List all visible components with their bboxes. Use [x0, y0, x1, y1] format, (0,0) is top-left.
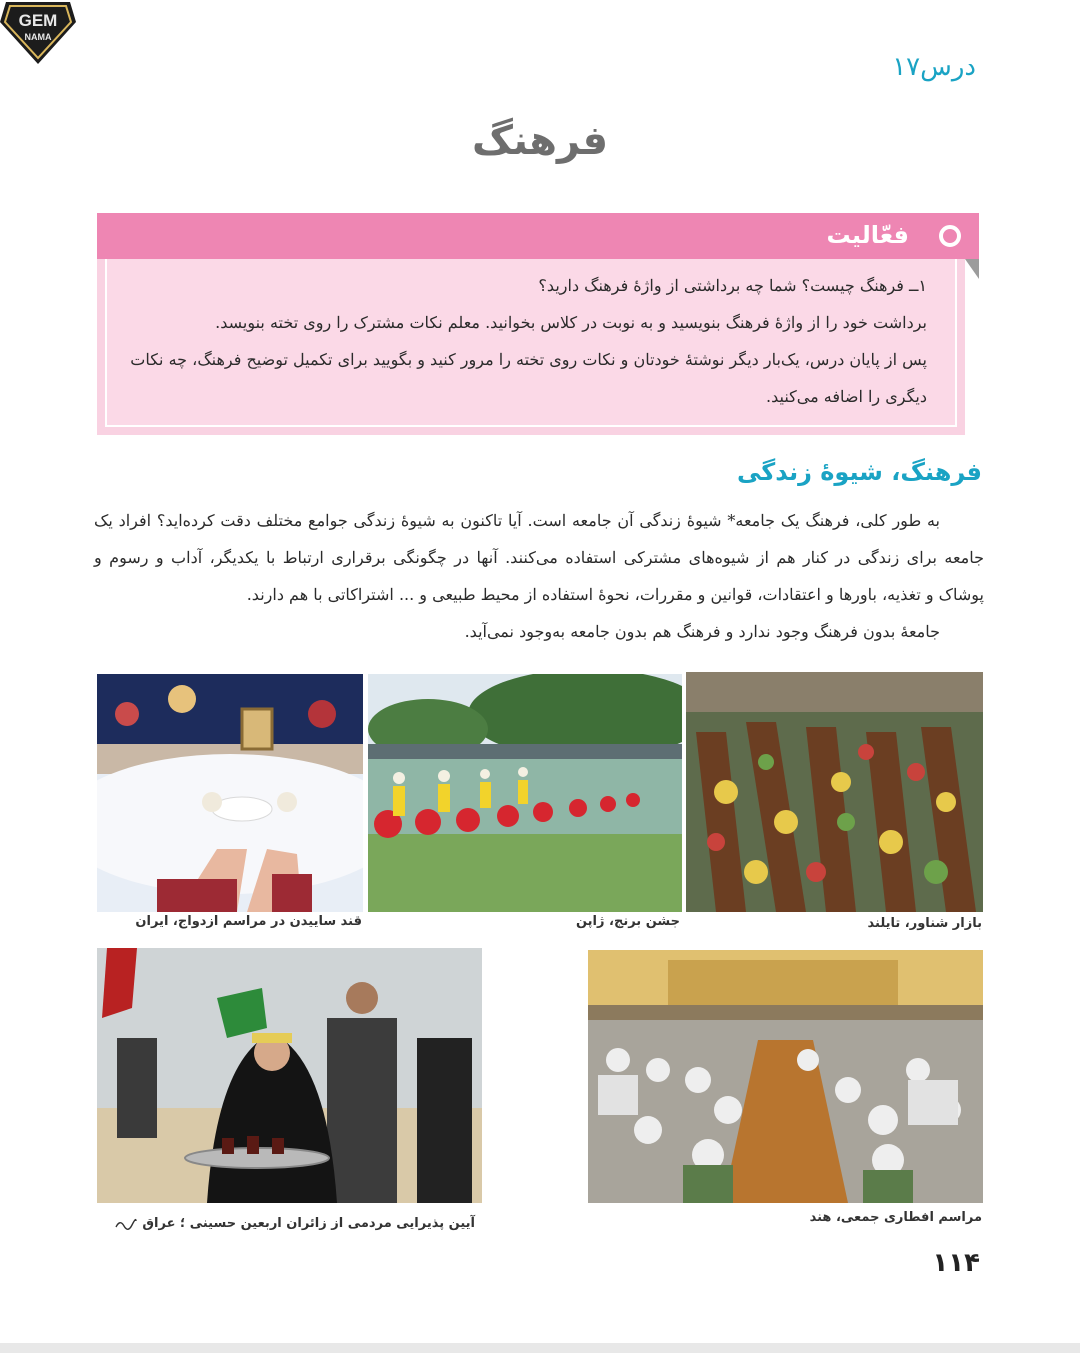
activity-inner-frame [105, 259, 957, 427]
paragraph-2: جامعهٔ بدون فرهنگ وجود ندارد و فرهنگ هم بدون جامعه به‌وجود نمی‌آید. [464, 622, 940, 641]
section-heading: فرهنگ، شیوهٔ زندگی [736, 458, 982, 486]
activity-instruction-1: برداشت خود را از واژهٔ فرهنگ بنویسید و به نوبت در کلاس بخوانید. معلم نکات مشترک را روی تخته بنویسد. [215, 313, 927, 332]
logo-text-gem: GEM [18, 11, 58, 30]
bottom-bar [0, 1343, 1080, 1353]
activity-text [127, 267, 927, 415]
body-text [94, 502, 984, 650]
photo-india-iftar [588, 950, 983, 1203]
photo-iraq-arbaeen [97, 948, 482, 1203]
photo-iran-wedding [97, 674, 363, 912]
activity-box [97, 213, 979, 435]
activity-question: ۱ــ فرهنگ چیست؟ شما چه برداشتی از واژهٔ فرهنگ دارید؟ [538, 276, 927, 295]
activity-corner-fold [965, 259, 979, 279]
photo-thailand-floating-market [686, 672, 983, 912]
page-number: ۱۱۴ [932, 1248, 980, 1278]
caption-iraq-text: آیین پذیرایی مردمی از زائران اربعین حسینی ؛ عراق [142, 1216, 475, 1231]
activity-title: فعّالیت [826, 221, 909, 249]
paragraph-1: به طور کلی، فرهنگ یک جامعه* شیوهٔ زندگی آن جامعه است. آیا تاکنون به شیوهٔ زندگی جوامع مختلف دقت کرده‌اید؟ افراد یک جامعه برای زندگی در کنار هم از شیوه‌های مشترکی استفاده می‌کنند. آنها در چگونگی برقراری ارتباط با یکدیگر، آداب و رسوم و پوشاک و تغذیه، باورها و اعتقادات، قوانین و مقررات، نحوهٔ استفاده از محیط طبیعی و ... اشتراکاتی با هم دارند. [94, 511, 984, 604]
caption-thailand: بازار شناور، تایلند [867, 916, 982, 931]
circle-bullet-icon [939, 225, 961, 247]
activity-header [97, 213, 979, 259]
caption-iraq [114, 1216, 475, 1231]
activity-body [97, 259, 965, 435]
activity-instruction-2: پس از پایان درس، یک‌بار دیگر نوشتهٔ خودتان و نکات روی تخته را مرور کنید و بگویید برای تکمیل توضیح فرهنگ، چه نکات دیگری را اضافه می‌کنید. [130, 350, 927, 406]
calligraphy-honorific-mark [114, 1217, 138, 1231]
lesson-number: درس۱۷ [892, 52, 976, 82]
gem-nama-logo [0, 0, 76, 64]
photo-japan-rice-festival [368, 674, 682, 912]
caption-india: مراسم افطاری جمعی، هند [809, 1210, 982, 1225]
page-title: فرهنگ [471, 118, 609, 164]
caption-japan: جشن برنج، ژاپن [575, 914, 680, 929]
logo-text-nama: NAMA [24, 32, 52, 42]
caption-iran: قند ساییدن در مراسم ازدواج، ایران [135, 914, 362, 929]
